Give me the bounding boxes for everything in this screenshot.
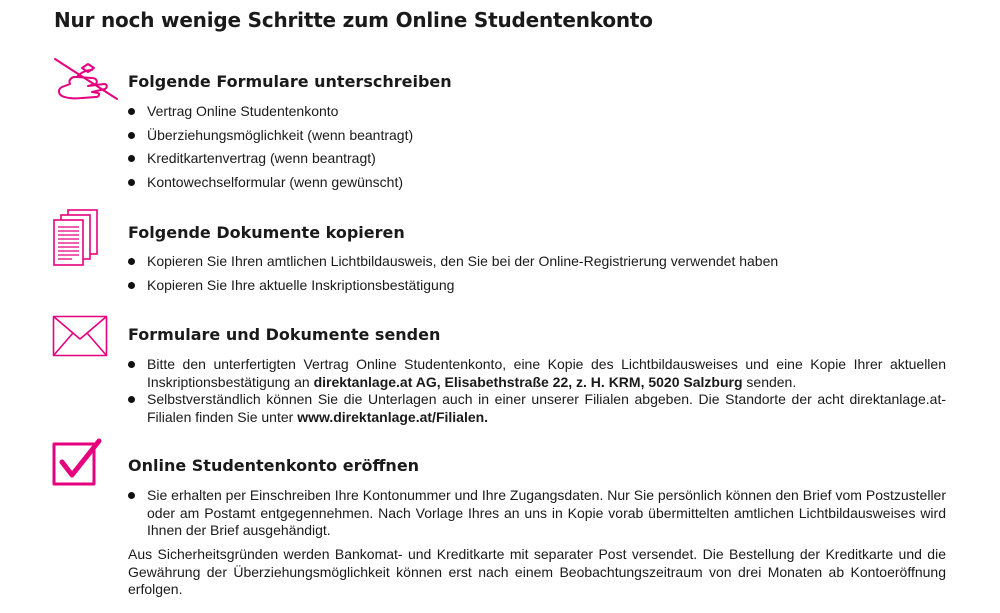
bullet-icon <box>128 282 135 289</box>
bullet-icon <box>128 108 135 115</box>
address-text: direktanlage.at AG, Elisabethstraße 22, z. H. KRM, 5020 Salzburg <box>313 373 743 390</box>
list-item: Selbstverständlich können Sie die Unterlagen auch in einer unserer Filialen abgeben. Die Standorte der acht direktanlage.at-Filialen finden Sie unter www.direktanlage.at/Filialen. <box>128 391 946 426</box>
list-item: Kreditkartenvertrag (wenn beantragt) <box>128 150 946 168</box>
list-sign-forms <box>128 103 946 197</box>
list-item: Kopieren Sie Ihre aktuelle Inskriptionsbestätigung <box>128 277 946 295</box>
list-item: Bitte den unterfertigten Vertrag Online Studentenkonto, eine Kopie des Lichtbildausweises und eine Kopie Ihrer aktuellen Inskriptionsbestätigung an direktanlage.at AG, Elisabethstraße 22, z. H. KRM, 5020 Salzburg senden. <box>128 356 946 391</box>
bullet-icon <box>128 179 135 186</box>
checkbox-checked-icon <box>52 438 102 490</box>
security-note: Aus Sicherheitsgründen werden Bankomat- und Kreditkarte mit separater Post versendet. Die Bestellung der Kreditkarte und die Gewährung der Überziehungsmöglichkeit können erst nach einem Beobachtungszeitraum von drei Monaten ab Kontoeröffnung erfolgen. <box>128 546 946 597</box>
list-item: Kontowechselformular (wenn gewünscht) <box>128 174 946 192</box>
envelope-icon <box>52 315 108 361</box>
list-copy-documents <box>128 253 946 300</box>
heading-open-account: Online Studentenkonto eröffnen <box>128 456 420 475</box>
bullet-icon <box>128 361 135 368</box>
list-item: Überziehungsmöglichkeit (wenn beantragt) <box>128 127 946 145</box>
list-item: Kopieren Sie Ihren amtlichen Lichtbildausweis, den Sie bei der Online-Registrierung verwendet haben <box>128 253 946 271</box>
list-item: Vertrag Online Studentenkonto <box>128 103 946 121</box>
bullet-icon <box>128 492 135 499</box>
bullet-icon <box>128 258 135 265</box>
list-item: Sie erhalten per Einschreiben Ihre Kontonummer und Ihre Zugangsdaten. Nur Sie persönlich können den Brief vom Postzusteller oder am Postamt entgegennehmen. Nach Vorlage Ihres an uns in Kopie vorab übermittelten amtlichen Lichtbildausweises wird Ihnen der Brief ausgehändigt. <box>128 487 946 540</box>
signing-hand-icon <box>52 56 120 106</box>
heading-send: Formulare und Dokumente senden <box>128 325 441 344</box>
branches-link[interactable]: www.direktanlage.at/Filialen. <box>297 408 489 425</box>
bullet-icon <box>128 396 135 403</box>
list-open-account <box>128 487 946 540</box>
bullet-icon <box>128 132 135 139</box>
list-send <box>128 356 946 426</box>
heading-copy-documents: Folgende Dokumente kopieren <box>128 223 405 242</box>
documents-copy-icon <box>52 208 100 272</box>
heading-sign-forms: Folgende Formulare unterschreiben <box>128 72 452 91</box>
page-title: Nur noch wenige Schritte zum Online Studentenkonto <box>54 8 653 32</box>
bullet-icon <box>128 155 135 162</box>
